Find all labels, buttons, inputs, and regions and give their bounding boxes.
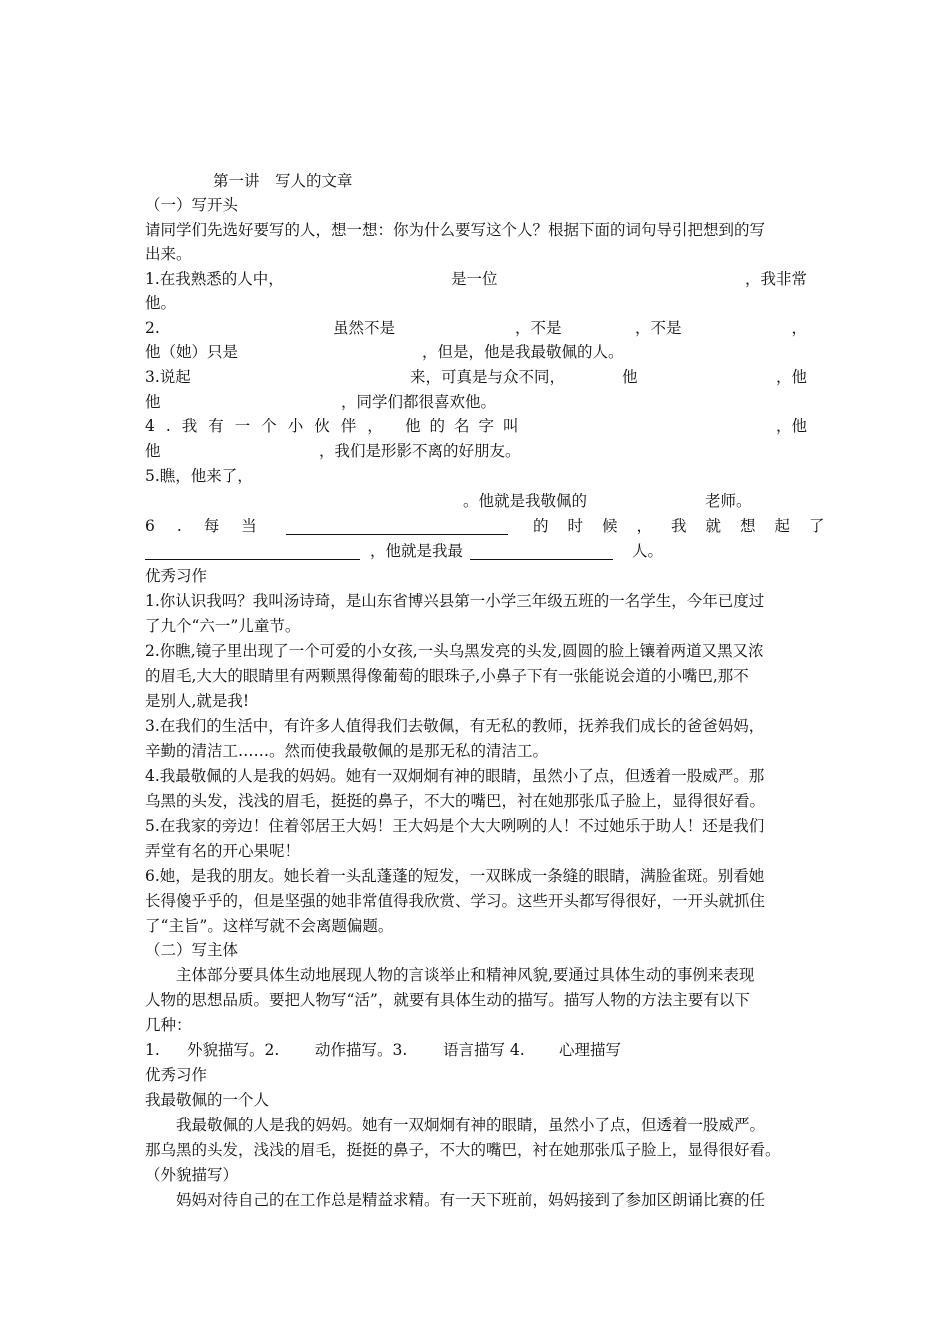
fill-item-4-cont [145,439,807,463]
fill-text: ， [791,319,807,337]
fill-text: 他 [145,393,161,411]
fill-item-2-cont [145,340,807,364]
example-line: 是别人,就是我! [145,692,250,710]
fill-text: 老师。 [705,492,752,510]
essay-line: 那乌黑的头发，浅浅的眉毛，挺挺的鼻子，不大的嘴巴，衬在她那张瓜子脸上，显得很好看。 [145,1141,781,1159]
essay-line: 我最敬佩的人是我的妈妈。她有一双炯炯有神的眼睛，虽然小了点，但透着一股威严。 [145,1116,766,1134]
excellent-label: 优秀习作 [145,567,208,585]
example-line: 1.你认识我吗？我叫汤诗琦，是山东省博兴县第一小学三年级五班的一名学生，今年已度过 [145,592,765,610]
example-line: 的眉毛,大大的眼睛里有两颗黑得像葡萄的眼珠子,小鼻子下有一张能说会道的小嘴巴,那不 [145,667,749,685]
example-line: 4.我最敬佩的人是我的妈妈。她有一双炯炯有神的眼睛，虽然小了点，但透着一股威严。那 [145,767,765,785]
example-line: 弄堂有名的开心果呢！ [145,842,301,860]
fill-text: 4.我有一个小伙伴， [145,417,394,435]
method-item: 心理描写 [559,1041,622,1059]
example-line: 长得傻乎乎的，但是坚强的她非常值得我欣赏、学习。这些开头都写得很好，一开头就抓住 [145,892,766,910]
intro-line: 请同学们先选好要写的人，想一想：你为什么要写这个人？根据下面的词句导引把想到的写 [145,221,766,239]
method-item: 外貌描写。2. [187,1041,280,1059]
fill-item-1-cont: 他。 [145,294,177,312]
intro-line: 出来。 [145,245,192,263]
fill-text: 他 [622,368,638,386]
body-paragraph-line: 主体部分要具体生动地展现人物的言谈举止和精神风貌,要通过具体生动的事例来表现 [145,966,755,984]
section-heading-body: （二）写主体 [145,941,239,959]
fill-text: 是一位 [451,270,498,288]
section-heading-opening: （一）写开头 [145,196,239,214]
fill-text: 他 [145,442,161,460]
lecture-title: 第一讲 写人的文章 [213,172,353,190]
fill-text: ，我非常 [744,270,807,288]
fill-text: 2. [145,319,160,337]
method-item: 语言描写 4. [443,1041,525,1059]
fill-item-1 [145,267,807,291]
example-line: 2.你瞧,镜子里出现了一个可爱的小女孩,一头乌黑发亮的头发,圆圆的脸上镶着两道又黑又浓 [145,642,764,660]
blank-line [145,541,360,560]
fill-text: ，同学们都很喜欢他。 [341,393,497,411]
fill-text: ，但是，他是我最敬佩的人。 [422,343,624,361]
fill-text: ，他 [775,417,807,435]
body-paragraph-line: 几种： [145,1016,192,1034]
fill-text: ，不是 [515,319,562,337]
example-line: 乌黑的头发，浅浅的眉毛，挺挺的鼻子，不大的嘴巴，衬在她那张瓜子脸上，显得很好看。 [145,792,766,810]
example-line: 辛勤的清洁工……。然而使我最敬佩的是那无私的清洁工。 [145,742,549,760]
fill-text: ，他就是我最 [370,542,464,560]
fill-text: 虽然不是 [333,319,396,337]
fill-text: ，他 [775,368,807,386]
method-item: 1. [145,1041,160,1059]
body-paragraph-line: 人物的思想品质。要把人物写“活”，就要有具体生动的描写。描写人物的方法主要有以下 [145,991,750,1009]
fill-item-5: 5.瞧，他来了， [145,467,253,485]
fill-text: ，不是 [635,319,682,337]
essay-line: （外貌描写） [145,1166,239,1184]
fill-text: 人。 [632,542,664,560]
blank-line [470,541,613,560]
example-line: 5.在我家的旁边！住着邻居王大妈！王大妈是个大大咧咧的人！不过她乐于助人！还是我们 [145,817,765,835]
fill-item-2 [145,316,807,340]
fill-item-3 [145,365,807,389]
fill-text: 他（她）只是 [145,343,239,361]
blank-line [286,516,508,535]
example-line: 了九个“六一”儿童节。 [145,617,301,635]
fill-text: ，我们是形影不离的好朋友。 [319,442,521,460]
fill-item-3-cont [145,390,807,414]
fill-text: 3.说起 [145,368,191,386]
example-line: 了“主旨”。这样写就不会离题偏题。 [145,917,394,935]
fill-text: 。他就是我敬佩的 [463,492,588,510]
fill-text: 来，可真是与众不同， [410,368,566,386]
fill-item-6 [145,514,844,538]
essay-label: 优秀习作 [145,1066,208,1084]
fill-text: 6.每当 [145,517,279,535]
fill-item-4 [145,414,807,438]
essay-title: 我最敬佩的一个人 [145,1091,270,1109]
fill-text: 1.在我熟悉的人中， [145,270,284,288]
methods-list [145,1038,807,1062]
essay-line: 妈妈对待自己的在工作总是精益求精。有一天下班前，妈妈接到了参加区朗诵比赛的任 [145,1191,766,1209]
method-item: 动作描写。3. [315,1041,408,1059]
example-line: 6.她，是我的朋友。她长着一头乱蓬蓬的短发，一双眯成一条缝的眼睛，满脸雀斑。别看她 [145,867,765,885]
fill-text: 他的名字叫 [405,417,528,435]
example-line: 3.在我们的生活中，有许多人值得我们去敬佩，有无私的教师，抚养我们成长的爸爸妈妈， [145,717,765,735]
fill-text: 的时候，我就想起了 [533,517,844,535]
